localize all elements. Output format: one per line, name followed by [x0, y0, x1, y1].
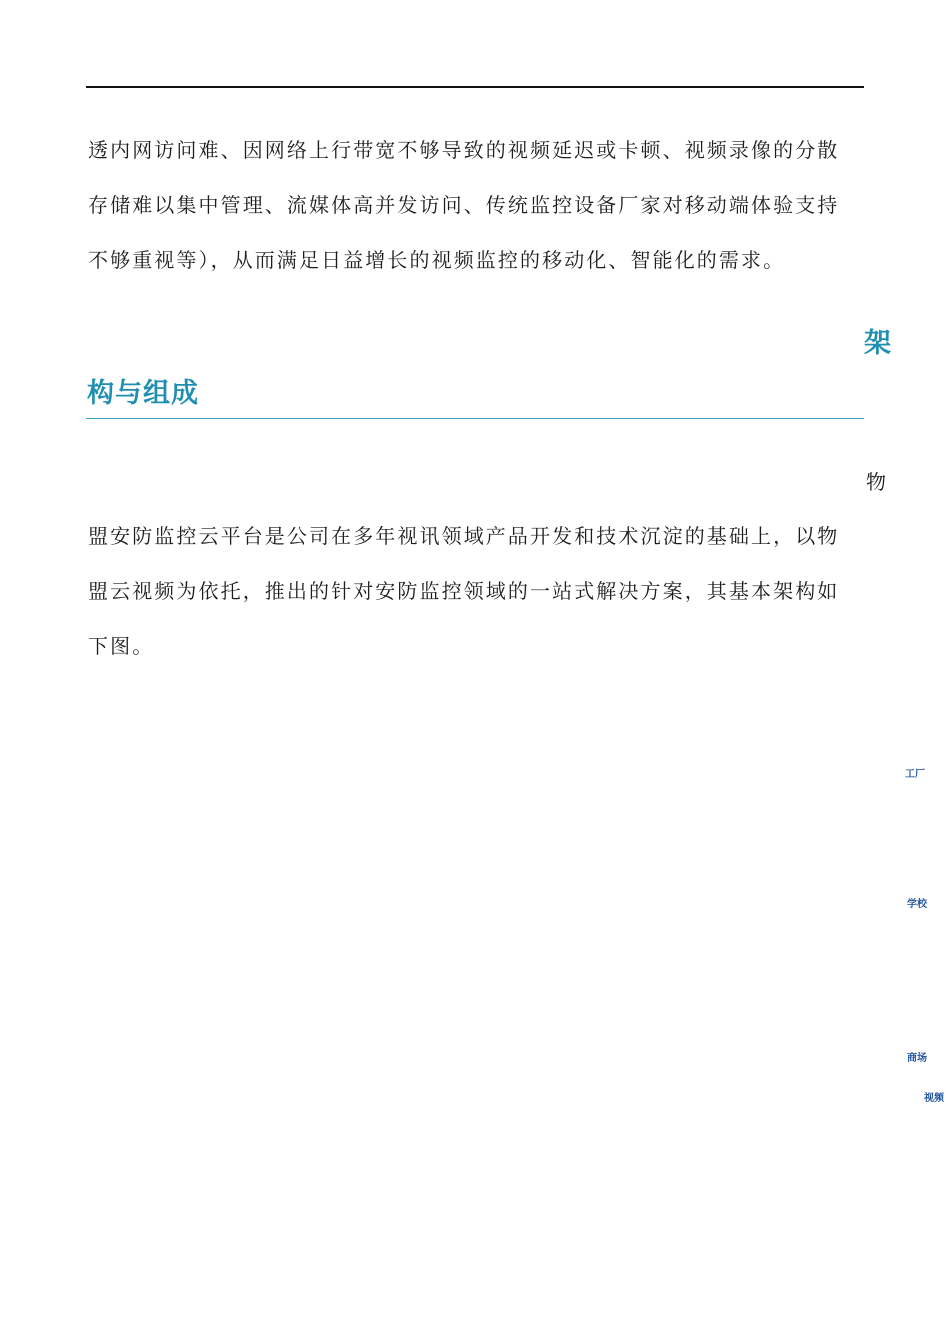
body-line-2: 盟云视频为依托，推出的针对安防监控领域的一站式解决方案，其基本架构如 — [88, 579, 840, 603]
diagram-label-mall: 商场 — [907, 1053, 927, 1064]
intro-line-2: 存储难以集中管理、流媒体高并发访问、传统监控设备厂家对移动端体验支持 — [88, 193, 840, 217]
header-rule — [86, 86, 864, 88]
diagram-label-video: 视频 — [924, 1093, 944, 1104]
body-line-1: 盟安防监控云平台是公司在多年视讯领域产品开发和技术沉淀的基础上，以物 — [88, 524, 840, 548]
diagram-label-factory: 工厂 — [905, 769, 925, 780]
intro-line-1: 透内网访问难、因网络上行带宽不够导致的视频延迟或卡顿、视频录像的分散 — [88, 138, 840, 162]
section-heading: 构与组成 — [87, 378, 199, 409]
body-line-3: 下图。 — [88, 634, 155, 658]
intro-line-3: 不够重视等），从而满足日益增长的视频监控的移动化、智能化的需求。 — [88, 248, 786, 272]
section-heading-overflow-char: 架 — [864, 328, 891, 359]
diagram-label-school: 学校 — [907, 899, 927, 910]
body-overflow-char: 物 — [866, 470, 886, 494]
section-heading-rule — [86, 418, 864, 419]
